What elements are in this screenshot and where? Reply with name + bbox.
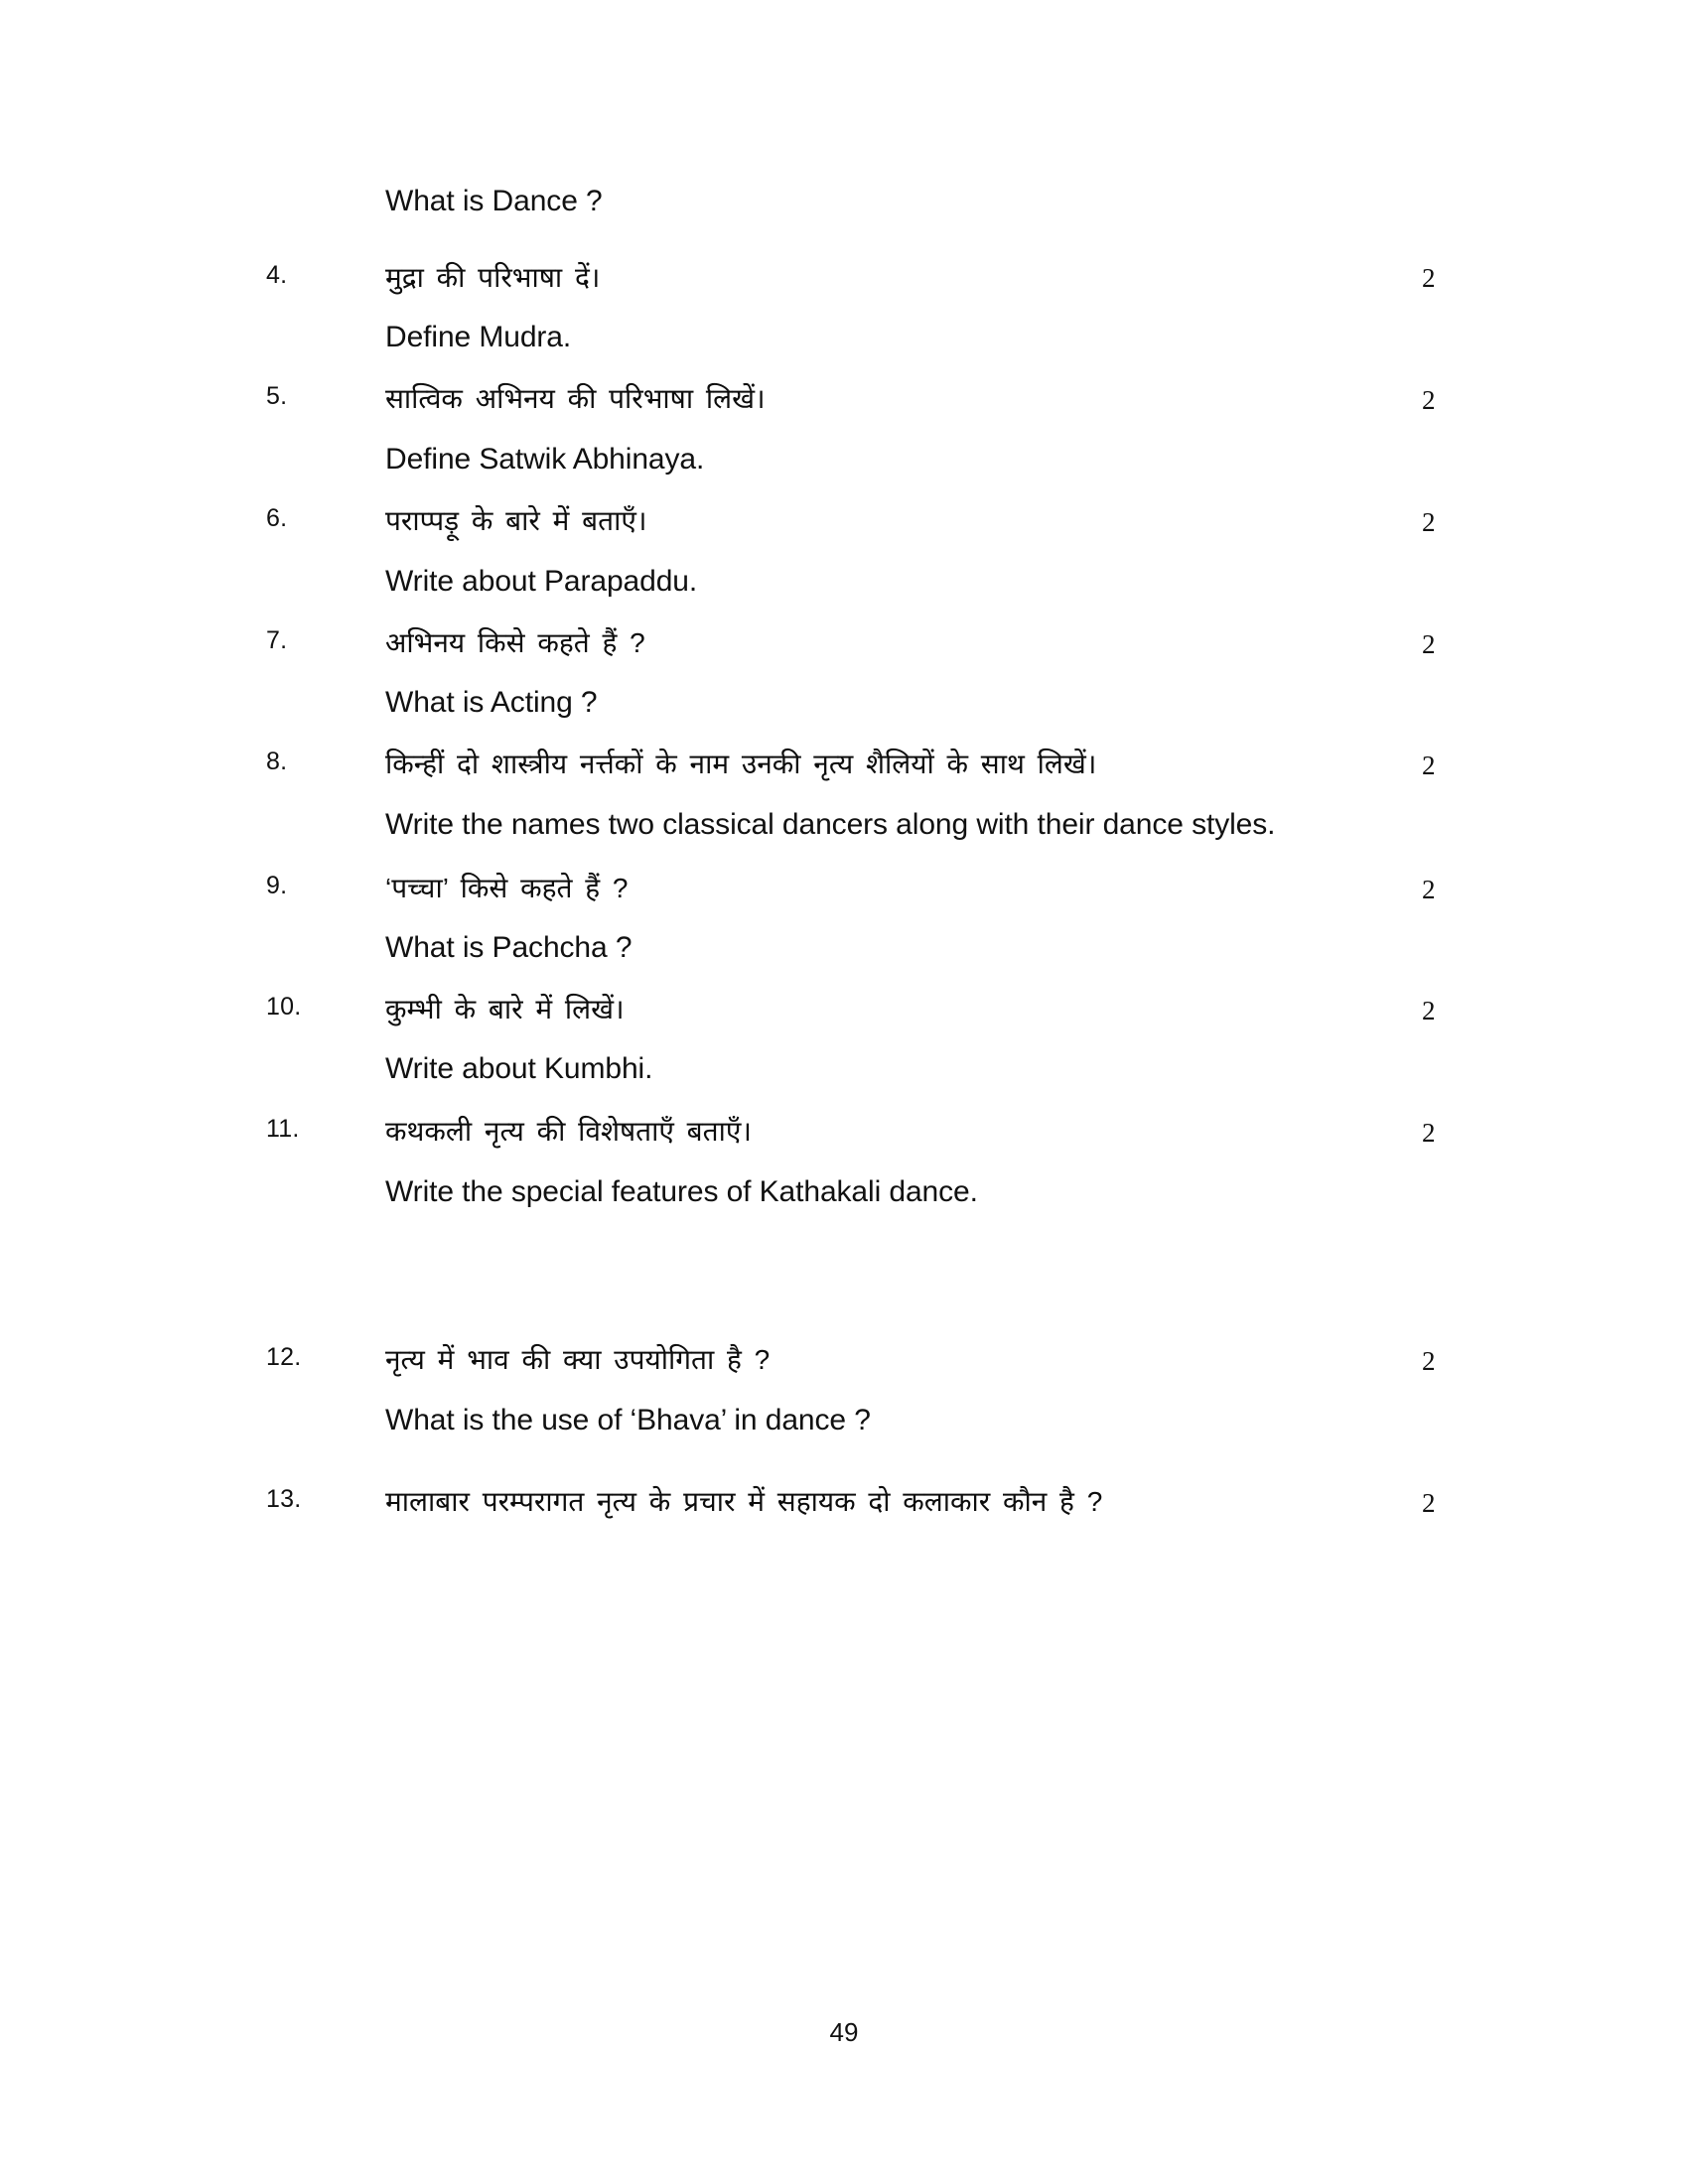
question-marks: 2: [1422, 263, 1436, 293]
question-number: 9.: [266, 872, 288, 899]
question-marks: 2: [1422, 385, 1436, 415]
question-text-hindi: नृत्य में भाव की क्या उपयोगिता है ?: [385, 1344, 771, 1375]
question-text-hindi: ‘पच्चा’ किसे कहते हैं ?: [385, 873, 629, 903]
question-text-english: What is Pachcha ?: [385, 931, 633, 964]
question-marks: 2: [1422, 1346, 1436, 1376]
question-text-english: Write the names two classical dancers along with their dance styles.: [385, 808, 1276, 841]
question-text-english: Write the special features of Kathakali dance.: [385, 1175, 978, 1208]
question-number: 5.: [266, 382, 288, 410]
question-text-hindi: कथकली नृत्य की विशेषताएँ बताएँ।: [385, 1116, 752, 1147]
question-number: 7.: [266, 626, 288, 654]
question-marks: 2: [1422, 1488, 1436, 1518]
lead-question-line: What is Dance ?: [385, 185, 603, 217]
question-marks: 2: [1422, 875, 1436, 904]
question-number: 6.: [266, 504, 288, 532]
question-number: 4.: [266, 261, 288, 289]
question-text-english: What is Acting ?: [385, 686, 598, 719]
question-text-hindi: सात्विक अभिनय की परिभाषा लिखें।: [385, 383, 766, 414]
question-number: 12.: [266, 1343, 302, 1371]
question-text-english: Write about Parapaddu.: [385, 565, 698, 598]
question-text-hindi: मालाबार परम्परागत नृत्य के प्रचार में सहायक दो कलाकार कौन है ?: [385, 1486, 1103, 1517]
question-text-hindi: किन्हीं दो शास्त्रीय नर्त्तकों के नाम उनकी नृत्य शैलियों के साथ लिखें।: [385, 749, 1097, 779]
question-text-hindi: पराप्पड़ू के बारे में बताएँ।: [385, 505, 647, 536]
question-text-english: Define Mudra.: [385, 321, 572, 353]
question-number: 13.: [266, 1485, 302, 1513]
question-number: 8.: [266, 748, 288, 775]
question-text-english: Define Satwik Abhinaya.: [385, 443, 705, 476]
question-number: 10.: [266, 993, 302, 1021]
question-marks: 2: [1422, 751, 1436, 780]
question-marks: 2: [1422, 1118, 1436, 1148]
question-text-english: What is the use of ‘Bhava’ in dance ?: [385, 1404, 871, 1436]
question-number: 11.: [266, 1115, 300, 1143]
question-text-english: Write about Kumbhi.: [385, 1052, 653, 1085]
question-marks: 2: [1422, 507, 1436, 537]
question-marks: 2: [1422, 996, 1436, 1025]
question-marks: 2: [1422, 629, 1436, 659]
question-text-hindi: मुद्रा की परिभाषा दें।: [385, 262, 601, 293]
question-text-hindi: अभिनय किसे कहते हैं ?: [385, 627, 645, 658]
page-number: 49: [829, 2017, 859, 2047]
question-text-hindi: कुम्भी के बारे में लिखें।: [385, 994, 625, 1024]
